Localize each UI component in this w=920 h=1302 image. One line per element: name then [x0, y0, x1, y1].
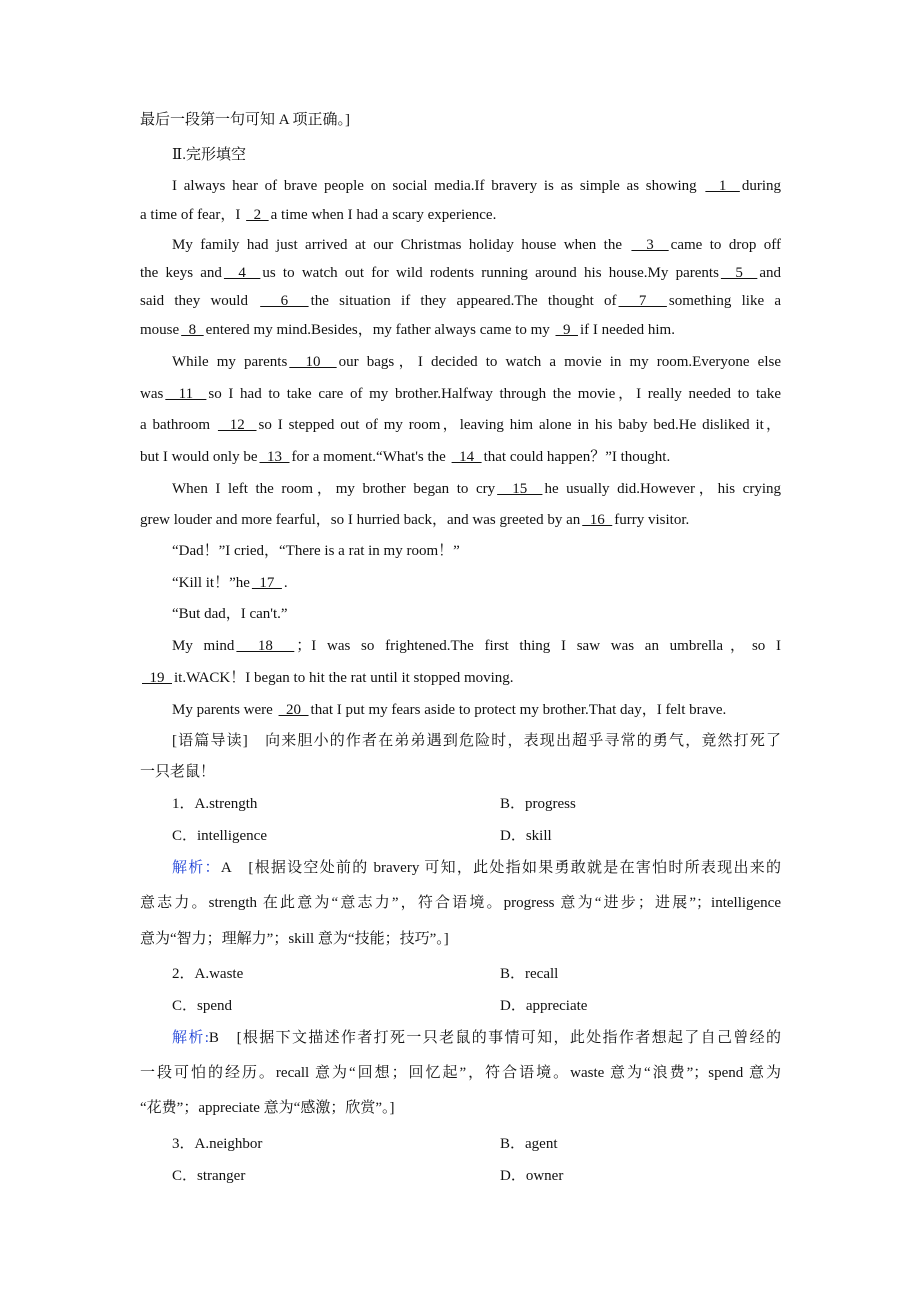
text-line — [140, 762, 781, 782]
text: ；I was so frightened.The first thing I saw was an umbrella，so I — [296, 638, 781, 654]
text-line — [140, 384, 781, 404]
text: entered my mind.Besides，my father always came to my — [205, 322, 554, 338]
text: When I left the room，my brother began to cry — [172, 481, 496, 497]
text: While my parents — [172, 354, 288, 370]
text: My family had just arrived at our Christmas holiday house when the — [172, 237, 630, 253]
text-line — [172, 636, 781, 656]
blank-12: 12 — [217, 417, 257, 433]
blank-6: 6 — [260, 293, 309, 309]
text-line — [140, 668, 781, 688]
analysis-label: 解析: — [172, 1030, 209, 1046]
text-line — [172, 235, 781, 255]
text: . — [283, 575, 288, 591]
analysis-label: 解析： — [172, 860, 221, 876]
blank-5: 5 — [720, 265, 758, 281]
text-line — [172, 858, 781, 878]
text-line — [140, 110, 781, 130]
blank-17: 17 — [251, 575, 282, 591]
text: 一段可怕的经历。recall 意为“回想；回忆起”，符合语境。waste 意为“浪费”；spend 意为 — [140, 1065, 781, 1081]
text-line — [140, 893, 781, 913]
text-line — [172, 573, 781, 593]
text: said they would — [140, 293, 259, 309]
text-line — [140, 1063, 781, 1083]
answer-option: B．recall — [500, 966, 559, 982]
text: 意为“智力；理解力”；skill 意为“技能；技巧”。] — [140, 931, 449, 947]
text: grew louder and more fearful，so I hurried back，and was greeted by an — [140, 512, 581, 528]
blank-19: 19 — [142, 670, 172, 686]
text-line — [140, 447, 781, 467]
text: My parents were — [172, 702, 277, 718]
text: a bathroom — [140, 417, 216, 433]
answer-option: D．appreciate — [500, 998, 588, 1014]
text: he usually did.However，his crying — [544, 481, 782, 497]
text-line — [140, 415, 781, 435]
text: mouse — [140, 322, 180, 338]
blank-7: 7 — [618, 293, 667, 309]
answer-option: D．owner — [500, 1168, 564, 1184]
text: [语篇导读] 向来胆小的作者在弟弟遇到危险时，表现出超乎寻常的勇气，竟然打死了 — [172, 733, 781, 749]
text: a time of fear，I — [140, 207, 245, 223]
text: for a moment.“What's the — [291, 449, 450, 465]
text: 一只老鼠！ — [140, 764, 216, 780]
answer-option: D．skill — [500, 828, 552, 844]
blank-10: 10 — [289, 354, 337, 370]
blank-13: 13 — [259, 449, 290, 465]
blank-9: 9 — [555, 322, 578, 338]
text: B [根据下文描述作者打死一只老鼠的事情可知，此处指作者想起了自己曾经的 — [208, 1030, 781, 1046]
text: My mind — [172, 638, 235, 654]
answer-option: C．intelligence — [172, 828, 267, 844]
text: the keys and — [140, 265, 222, 281]
text: if I needed him. — [580, 322, 675, 338]
blank-11: 11 — [165, 386, 207, 402]
text-line — [172, 176, 781, 196]
text-line — [140, 929, 781, 949]
answer-option: B．progress — [500, 796, 576, 812]
blank-4: 4 — [223, 265, 261, 281]
text-line — [172, 700, 781, 720]
text: 意志力。strength 在此意为“意志力”，符合语境。progress 意为“进步；进展”；intelligence — [140, 895, 781, 911]
answer-option: 3．A.neighbor — [172, 1136, 263, 1152]
text-line — [140, 510, 781, 530]
blank-3: 3 — [631, 237, 669, 253]
text: our bags，I decided to watch a movie in my room.Everyone else — [338, 354, 781, 370]
text-line — [140, 205, 781, 225]
text: that could happen？”I thought. — [483, 449, 671, 465]
answer-option: 1．A.strength — [172, 796, 258, 812]
text: us to watch out for wild rodents running around his house.My parents — [262, 265, 719, 281]
text: “But dad，I can't.” — [172, 606, 288, 622]
text-line — [172, 352, 781, 372]
text: A [根据设空处前的 bravery 可知，此处指如果勇敢就是在害怕时所表现出来的 — [220, 860, 781, 876]
answer-option: 2．A.waste — [172, 966, 244, 982]
blank-18: 18 — [236, 638, 295, 654]
text: so I had to take care of my brother.Halfway through the movie，I really needed to take — [208, 386, 781, 402]
text: 最后一段第一句可知 A 项正确。] — [140, 112, 351, 128]
text-line — [172, 604, 781, 624]
text: something like a — [668, 293, 781, 309]
text-line — [140, 291, 781, 311]
text-line — [172, 145, 781, 165]
text: “花费”；appreciate 意为“感激；欣赏”。] — [140, 1100, 395, 1116]
text: a time when I had a scary experience. — [270, 207, 497, 223]
blank-16: 16 — [582, 512, 613, 528]
answer-option: B．agent — [500, 1136, 558, 1152]
blank-2: 2 — [246, 207, 269, 223]
blank-14: 14 — [451, 449, 482, 465]
text-line — [140, 320, 781, 340]
text: I always hear of brave people on social media.If bravery is as simple as showing — [172, 178, 704, 194]
text: and — [759, 265, 781, 281]
blank-8: 8 — [181, 322, 204, 338]
text-line — [140, 263, 781, 283]
text: was — [140, 386, 164, 402]
text: furry visitor. — [614, 512, 690, 528]
text: came to drop off — [670, 237, 781, 253]
text: “Kill it！”he — [172, 575, 250, 591]
text-line — [172, 1028, 781, 1048]
text: the situation if they appeared.The thought of — [310, 293, 617, 309]
blank-20: 20 — [278, 702, 309, 718]
answer-option: C．stranger — [172, 1168, 246, 1184]
text: so I stepped out of my room，leaving him alone in his baby bed.He disliked it， — [258, 417, 781, 433]
text: Ⅱ.完形填空 — [172, 147, 246, 163]
text-line — [172, 541, 781, 561]
blank-15: 15 — [497, 481, 543, 497]
text-line — [140, 1098, 781, 1118]
blank-1: 1 — [705, 178, 740, 194]
text: but I would only be — [140, 449, 258, 465]
text: during — [741, 178, 782, 194]
text-line — [172, 479, 781, 499]
text-line — [172, 731, 781, 751]
answer-option: C．spend — [172, 998, 233, 1014]
text: that I put my fears aside to protect my brother.That day，I felt brave. — [310, 702, 727, 718]
text: “Dad！”I cried，“There is a rat in my room！” — [172, 543, 460, 559]
text: it.WACK！I began to hit the rat until it stopped moving. — [174, 670, 514, 686]
